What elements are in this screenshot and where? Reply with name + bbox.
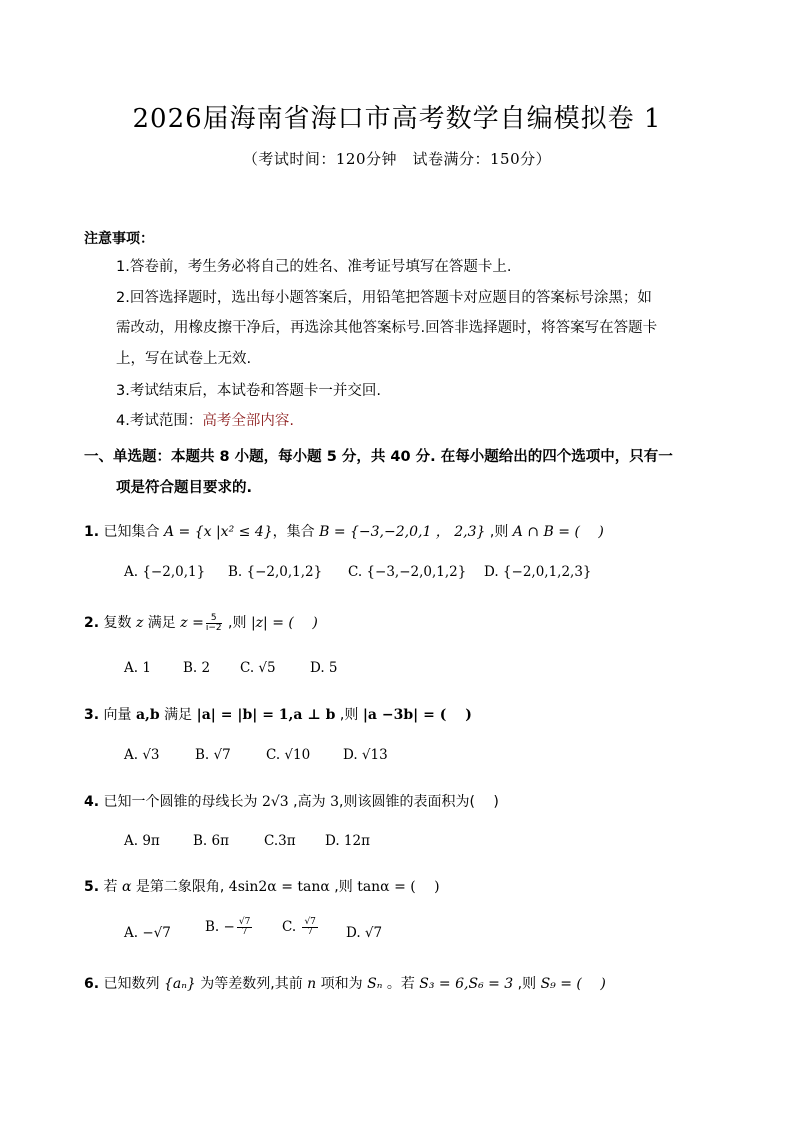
option-b: B. {−2,0,1,2} (228, 564, 323, 580)
note-item-4 (116, 414, 294, 429)
option-b: B. 6π (193, 833, 229, 849)
option-label: B. − (205, 919, 235, 935)
option-a: A. −√7 (124, 925, 171, 941)
fraction-numerator: √7 (304, 917, 316, 927)
question-3 (84, 704, 472, 724)
exam-scope: 高考全部内容. (202, 413, 294, 429)
option-d: D. √7 (346, 925, 383, 941)
fraction (237, 918, 252, 937)
question-text: ,则 (329, 879, 358, 895)
math-expression: n (307, 976, 317, 992)
question-text: 已知数列 (103, 976, 164, 992)
question-number: 5. (84, 879, 100, 895)
question-number: 1. (84, 524, 100, 540)
math-expression: |a| = |b| = 1,a ⊥ b (196, 707, 336, 723)
question-text: ,则 (335, 707, 363, 723)
question-1 (84, 521, 604, 541)
math-expression: tanα = ( ) (357, 879, 440, 895)
math-expression: z (135, 615, 144, 631)
question-text: ,则该圆锥的表面积为( ) (339, 794, 499, 810)
exam-info: （考试时间：120分钟 试卷满分：150分） (242, 150, 552, 168)
question-6 (84, 973, 606, 993)
math-expression: B = {−3,−2,0,1 ， 2,3} (319, 524, 486, 540)
question-text: ,高为 (288, 794, 331, 810)
question-number: 4. (84, 794, 100, 810)
question-text: 满足 (159, 707, 197, 723)
page-title: 2026届海南省海口市高考数学自编模拟卷 1 (132, 104, 662, 134)
question-text: 向量 (103, 707, 136, 723)
question-text: ,则 (513, 976, 541, 992)
fraction (302, 918, 317, 937)
option-d: D. √13 (343, 747, 388, 763)
option-c (282, 918, 320, 937)
fraction-denominator: 7 (241, 927, 248, 937)
option-d: D. 5 (310, 660, 338, 676)
question-text: ，集合 (272, 524, 320, 540)
question-text: ,则 (223, 615, 251, 631)
option-c: C. {−3,−2,0,1,2} (348, 564, 467, 580)
fraction-numerator: 5 (206, 614, 222, 624)
option-a: A. 9π (124, 833, 160, 849)
option-b: B. 2 (183, 660, 211, 676)
math-expression: α (121, 879, 132, 895)
math-expression: A = {x |x² ≤ 4} (163, 524, 273, 540)
question-number: 2. (84, 615, 100, 631)
question-text: 项和为 (316, 976, 368, 992)
option-b: B. √7 (195, 747, 231, 763)
math-expression: A ∩ B = ( ) (512, 524, 604, 540)
note-item-2-line-1: 2.回答选择题时，选出每小题答案后，用铅笔把答题卡对应题目的答案标号涂黑；如 (116, 290, 652, 306)
question-4 (84, 791, 499, 811)
fraction-denominator: i−2 (205, 622, 222, 633)
option-c: C. √10 (266, 747, 311, 763)
math-expression: z = (180, 615, 204, 631)
question-text: 满足 (143, 615, 181, 631)
note-item-2-line-2: 需改动，用橡皮擦干净后，再选涂其他答案标号.回答非选择题时，将答案写在答题卡 (116, 320, 658, 336)
option-c: C. √5 (240, 660, 276, 676)
fraction (206, 614, 222, 633)
math-expression: 2√3 (261, 794, 289, 810)
question-5 (84, 876, 440, 896)
option-label: C. (282, 919, 301, 935)
math-expression: 4sin2α = tanα (228, 879, 330, 895)
question-text: ,则 (485, 524, 513, 540)
question-2 (84, 612, 318, 633)
question-text: 是第二象限角, (131, 879, 229, 895)
option-a: A. {−2,0,1} (124, 564, 206, 580)
section-heading-line-1: 一、单选题：本题共 8 小题，每小题 5 分，共 40 分. 在每小题给出的四个选项中，只有一 (84, 449, 673, 465)
note-item-4-label: 4.考试范围： (116, 413, 203, 429)
option-a: A. 1 (124, 660, 151, 676)
question-text: 复数 (103, 615, 136, 631)
section-heading-line-2: 项是符合题目要求的. (116, 480, 253, 496)
option-c: C.3π (264, 833, 296, 849)
fraction-numerator: √7 (238, 917, 251, 927)
math-expression: 3 (330, 794, 339, 810)
note-item-2-line-3: 上，写在试卷上无效. (116, 351, 252, 367)
option-d: D. {−2,0,1,2,3} (484, 564, 592, 580)
question-text: 已知一个圆锥的母线长为 (103, 794, 262, 810)
fraction-denominator: 7 (307, 927, 314, 937)
option-b (205, 918, 254, 937)
math-expression: |z| = ( ) (250, 615, 318, 631)
question-text: 为等差数列,其前 (195, 976, 308, 992)
math-expression: S₃ = 6,S₆ = 3 (419, 976, 514, 992)
math-expression: S₉ = ( ) (540, 976, 606, 992)
option-d: D. 12π (325, 833, 370, 849)
note-item-3: 3.考试结束后，本试卷和答题卡一并交回. (116, 383, 381, 399)
question-text: 若 (103, 879, 122, 895)
notes-heading: 注意事项： (84, 231, 154, 247)
question-number: 6. (84, 976, 100, 992)
math-expression: |a −3b| = ( ) (362, 707, 472, 723)
math-expression: a,b (135, 707, 160, 723)
note-item-1: 1.答卷前，考生务必将自己的姓名、准考证号填写在答题卡上. (116, 259, 512, 275)
question-text: 。若 (382, 976, 420, 992)
question-text: 已知集合 (103, 524, 164, 540)
math-expression: {aₙ} (163, 976, 196, 992)
option-a: A. √3 (124, 747, 160, 763)
question-number: 3. (84, 707, 100, 723)
math-expression: Sₙ (367, 976, 383, 992)
